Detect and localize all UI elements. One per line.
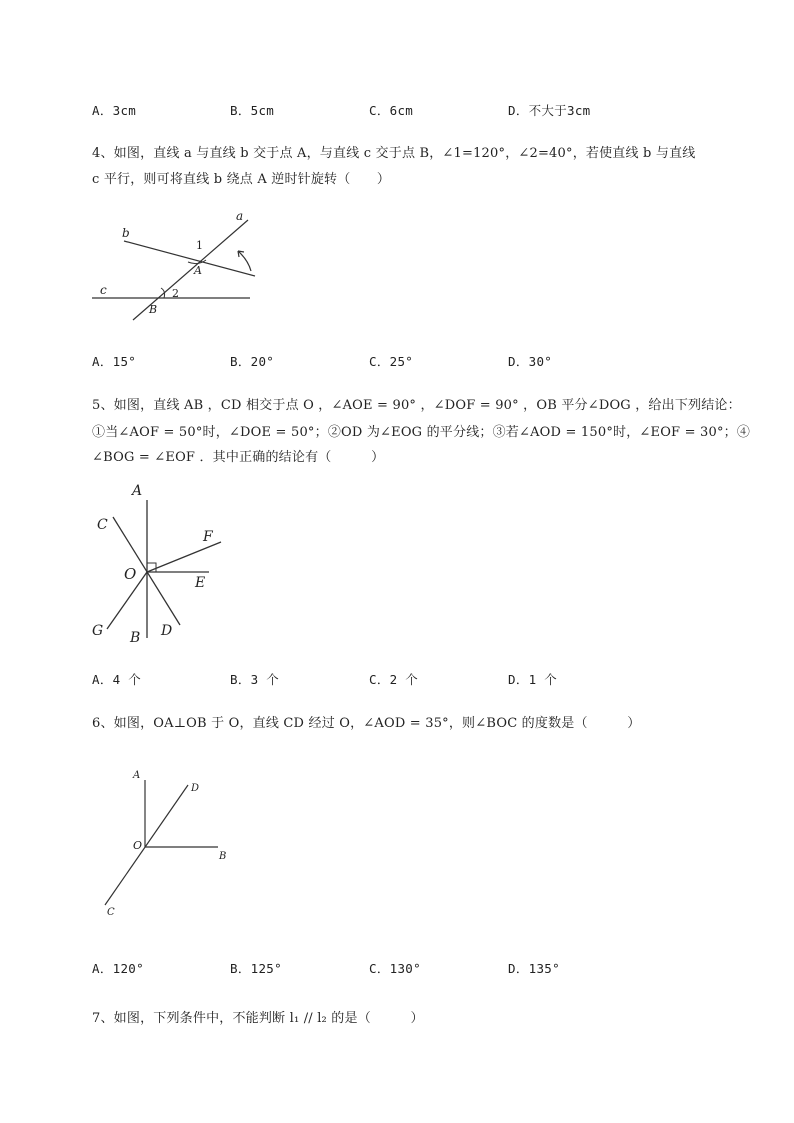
q5-label-F: F [203, 529, 213, 545]
q6-label-D: D [191, 783, 200, 794]
q5-option-b: B．3 个 [230, 672, 280, 687]
q4-label-A: A [194, 264, 202, 277]
q5-ray-of [147, 542, 221, 572]
q5-label-E: E [195, 575, 206, 591]
q6-label-O: O [133, 839, 143, 852]
q4-label-angle2: 2 [172, 287, 179, 300]
q7-text-line1: 7、如图，下列条件中，不能判断 l₁ // l₂ 的是（ ） [92, 1011, 424, 1026]
q5-label-A: A [132, 483, 143, 499]
q5-label-C: C [97, 517, 108, 533]
q4-figure [88, 205, 268, 325]
q4-option-a: A．15° [92, 354, 137, 369]
q4-option-d: D．30° [508, 354, 553, 369]
q4-label-angle1: 1 [196, 239, 203, 252]
q5-label-G: G [92, 623, 104, 639]
q3-option-b: B．5cm [230, 103, 275, 118]
q5-label-D: D [161, 623, 173, 639]
q4-label-b: b [122, 226, 130, 240]
q4-option-c: C．25° [369, 354, 414, 369]
q4-option-b: B．20° [230, 354, 275, 369]
q5-text-line3: ∠BOG = ∠EOF ．其中正确的结论有（ ） [92, 450, 385, 465]
q3-option-c: C．6cm [369, 103, 414, 118]
q4-text-line2: c 平行，则可将直线 b 绕点 A 逆时针旋转（ ） [92, 172, 391, 187]
q5-text-line2: ①当∠AOF = 50°时，∠DOE = 50°；②OD 为∠EOG 的平分线；③若∠AOD = 150°时，∠EOF = 30°；④ [92, 425, 751, 440]
q3-option-a: A．3cm [92, 103, 137, 118]
q6-option-c: C．130° [369, 961, 421, 976]
q5-option-a: A．4 个 [92, 672, 142, 687]
q4-label-c: c [100, 283, 107, 297]
q4-label-a: a [236, 209, 244, 223]
q3-option-d: D．不大于3cm [508, 103, 591, 118]
q4-text-line1: 4、如图，直线 a 与直线 b 交于点 A，与直线 c 交于点 B，∠1=120°，∠2=40°，若使直线 b 与直线 [92, 146, 696, 161]
q4-angle2-arc [161, 288, 165, 298]
q5-text-line1: 5、如图，直线 AB ，CD 相交于点 O ，∠AOE = 90° ，∠DOF = 90° ，OB 平分∠DOG ，给出下列结论： [92, 398, 741, 413]
q5-label-O: O [124, 565, 137, 583]
q5-figure [88, 480, 238, 645]
q5-option-c: C．2 个 [369, 672, 419, 687]
q5-option-d: D．1 个 [508, 672, 558, 687]
q6-line-cd [105, 785, 188, 905]
q6-label-A: A [133, 770, 141, 781]
q6-label-B: B [219, 851, 227, 862]
q6-option-b: B．125° [230, 961, 282, 976]
q6-figure [95, 765, 245, 920]
q6-option-d: D．135° [508, 961, 560, 976]
q6-text-line1: 6、如图，OA⊥OB 于 O，直线 CD 经过 O，∠AOD = 35°，则∠BOC 的度数是（ ） [92, 716, 641, 731]
q6-label-C: C [107, 907, 115, 918]
q5-label-B: B [130, 630, 141, 645]
q4-label-B: B [149, 303, 158, 316]
q6-option-a: A．120° [92, 961, 144, 976]
q4-rotation-arrow [238, 251, 251, 271]
